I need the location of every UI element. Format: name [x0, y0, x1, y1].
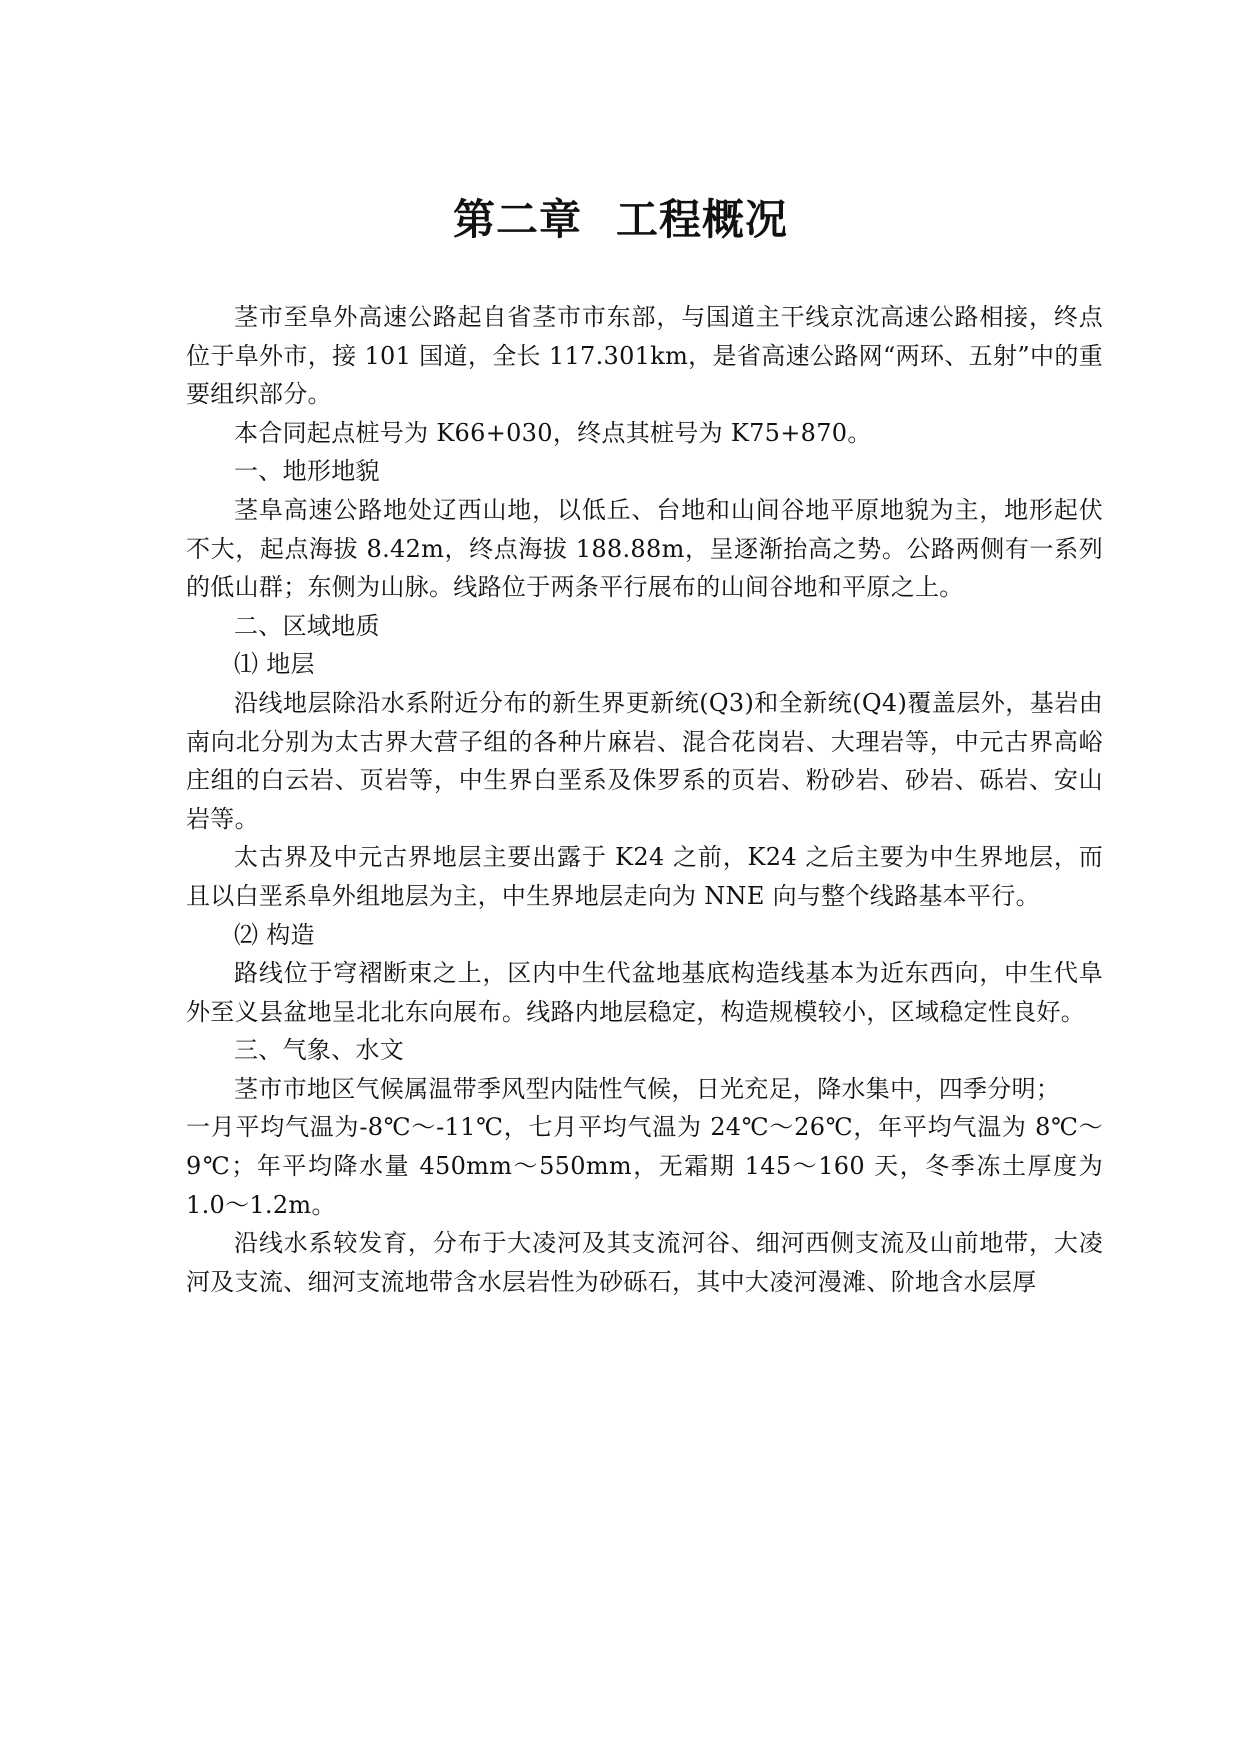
- section-heading-climate: 三、气象、水文: [234, 1036, 405, 1065]
- paragraph-climate-figures: 一月平均气温为-8℃～-11℃，七月平均气温为 24℃～26℃，年平均气温为 8℃～9℃；年平均降水量 450mm～550mm，无霜期 145～160 天，冬季冻土厚度为 1.0～1.2m。: [186, 1113, 1103, 1219]
- section-heading-terrain: 一、地形地貌: [234, 457, 380, 486]
- chapter-number: 第二章: [452, 195, 582, 244]
- subheading-strata: ⑴ 地层: [234, 650, 315, 679]
- paragraph-terrain: 茎阜高速公路地处辽西山地，以低丘、台地和山间谷地平原地貌为主，地形起伏不大，起点海拔 8.42m，终点海拔 188.88m，呈逐渐抬高之势。公路两侧有一系列的低山群；东侧为山脉。线路位于两条平行展布的山间谷地和平原之上。: [186, 495, 1103, 602]
- chapter-title: [0, 192, 1241, 248]
- paragraph-strata-distribution: 太古界及中元古界地层主要出露于 K24 之前，K24 之后主要为中生界地层，而且以白垩系阜外组地层为主，中生界地层走向为 NNE 向与整个线路基本平行。: [186, 843, 1103, 910]
- document-body: [186, 298, 1103, 1301]
- paragraph-stations: 本合同起点桩号为 K66+030，终点其桩号为 K75+870。: [234, 418, 872, 447]
- paragraph-intro: 茎市至阜外高速公路起自省茎市市东部，与国道主干线京沈高速公路相接，终点位于阜外市，接 101 国道，全长 117.301km，是省高速公路网“两环、五射”中的重要组织部分。: [186, 303, 1103, 409]
- paragraph-structure: 路线位于穹褶断束之上，区内中生代盆地基底构造线基本为近东西向，中生代阜外至义县盆地呈北北东向展布。线路内地层稳定，构造规模较小，区域稳定性良好。: [186, 959, 1103, 1026]
- chapter-name: 工程概况: [616, 195, 789, 244]
- section-heading-geology: 二、区域地质: [234, 611, 380, 640]
- paragraph-strata: 沿线地层除沿水系附近分布的新生界更新统(Q3)和全新统(Q4)覆盖层外，基岩由南向北分别为太古界大营子组的各种片麻岩、混合花岗岩、大理岩等，中元古界高峪庄组的白云岩、页岩等，中生界白垩系及侏罗系的页岩、粉砂岩、砂岩、砾岩、安山岩等。: [186, 688, 1103, 833]
- paragraph-hydrology: 沿线水系较发育，分布于大凌河及其支流河谷、细河西侧支流及山前地带，大凌河及支流、细河支流地带含水层岩性为砂砾石，其中大凌河漫滩、阶地含水层厚: [186, 1229, 1103, 1296]
- paragraph-climate: 茎市市地区气候属温带季风型内陆性气候，日光充足，降水集中，四季分明；: [234, 1074, 1061, 1103]
- subheading-structure: ⑵ 构造: [234, 920, 315, 949]
